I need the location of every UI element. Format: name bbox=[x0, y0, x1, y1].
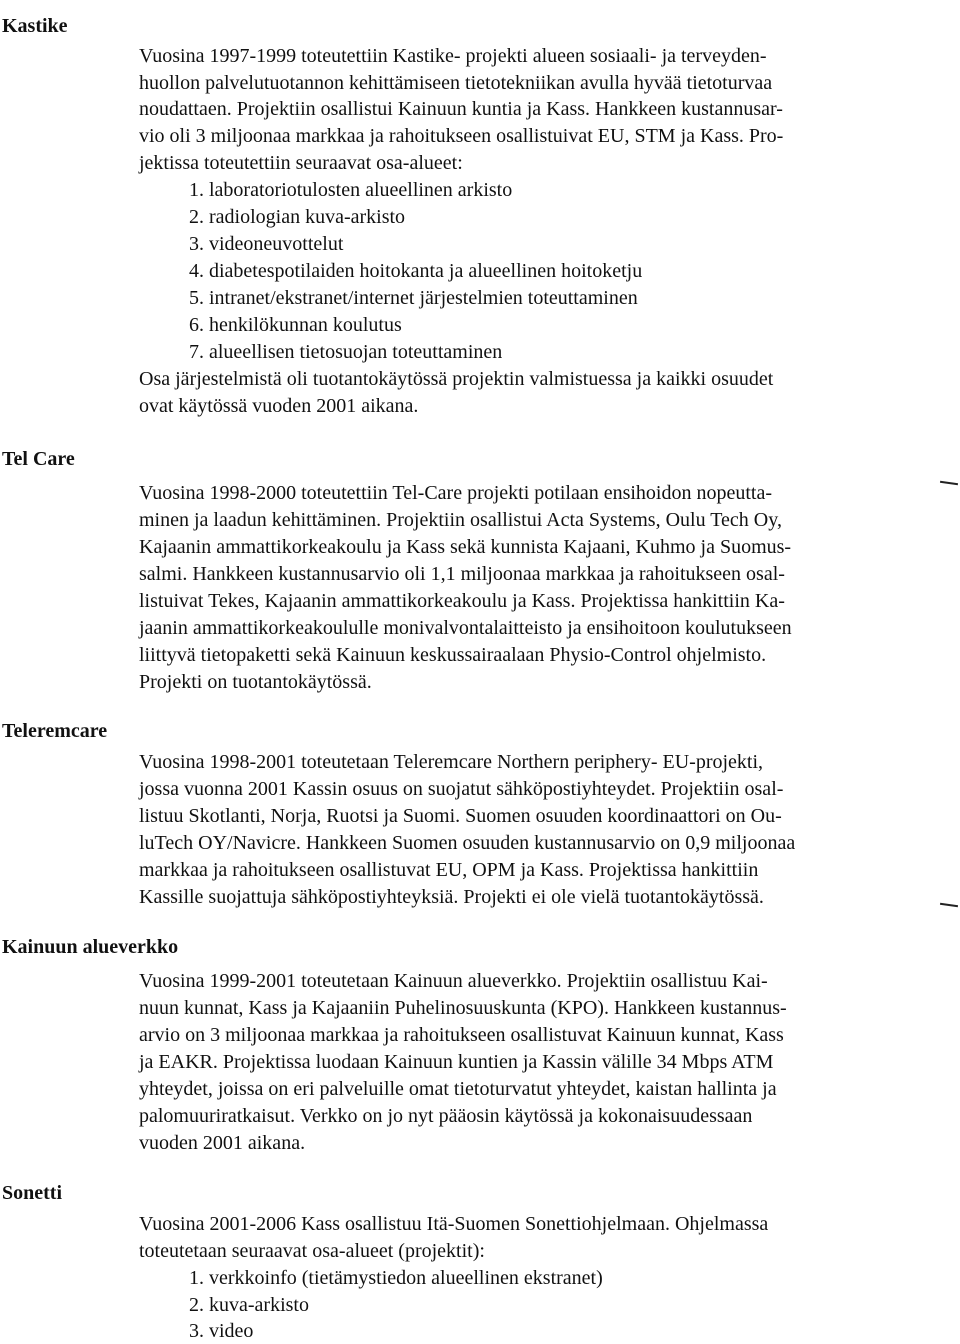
paragraph-line: markkaa ja rahoitukseen osallistuvat EU, OPM ja Kass. Projektissa hankittiin bbox=[139, 859, 759, 881]
list-item: 2. kuva-arkisto bbox=[189, 1294, 309, 1316]
paragraph-line: minen ja laadun kehittäminen. Projektiin osallistui Acta Systems, Oulu Tech Oy, bbox=[139, 509, 782, 531]
paragraph-line: yhteydet, joissa on eri palveluille omat tietoturvatut yhteydet, kaistan hallinta ja bbox=[139, 1078, 777, 1100]
list-item: 5. intranet/ekstranet/internet järjestelmien toteuttaminen bbox=[189, 287, 638, 309]
paragraph-line: luTech OY/Navicre. Hankkeen Suomen osuuden kustannusarvio on 0,9 miljoonaa bbox=[139, 832, 796, 854]
margin-mark bbox=[940, 903, 958, 907]
margin-mark bbox=[940, 481, 958, 485]
paragraph-line: Vuosina 2001-2006 Kass osallistuu Itä-Suomen Sonettiohjelmaan. Ohjelmassa bbox=[139, 1213, 769, 1235]
paragraph-line: Vuosina 1998-2000 toteutettiin Tel-Care projekti potilaan ensihoidon nopeutta- bbox=[139, 482, 773, 504]
paragraph-line: Projekti on tuotantokäytössä. bbox=[139, 671, 372, 693]
paragraph-line: vio oli 3 miljoonaa markkaa ja rahoitukseen osallistuivat EU, STM ja Kass. Pro- bbox=[139, 125, 784, 147]
paragraph-line: ja EAKR. Projektissa luodaan Kainuun kuntien ja Kassin välille 34 Mbps ATM bbox=[139, 1051, 774, 1073]
paragraph-line: toteutetaan seuraavat osa-alueet (projektit): bbox=[139, 1240, 485, 1262]
paragraph-line: nuun kunnat, Kass ja Kajaaniin Puhelinosuuskunta (KPO). Hankkeen kustannus- bbox=[139, 997, 787, 1019]
paragraph-line: huollon palvelutuotannon kehittämiseen tietotekniikan avulla hyvää tietoturvaa bbox=[139, 72, 773, 94]
paragraph-line: arvio on 3 miljoonaa markkaa ja rahoitukseen osallistuvat Kainuun kunnat, Kass bbox=[139, 1024, 784, 1046]
list-item: 1. verkkoinfo (tietämystiedon alueellinen ekstranet) bbox=[189, 1267, 603, 1289]
list-item: 3. video bbox=[189, 1320, 254, 1342]
paragraph-line: Vuosina 1998-2001 toteutetaan Teleremcare Northern periphery- EU-projekti, bbox=[139, 751, 764, 773]
section-title-kastike: Kastike bbox=[2, 15, 68, 37]
paragraph-line: liittyvä tietopaketti sekä Kainuun keskussairaalaan Physio-Control ohjelmisto. bbox=[139, 644, 767, 666]
paragraph-line: Kassille suojattuja sähköpostiyhteyksiä. Projekti ei ole vielä tuotantokäytössä. bbox=[139, 886, 764, 908]
list-item: 7. alueellisen tietosuojan toteuttaminen bbox=[189, 341, 503, 363]
paragraph-line: Vuosina 1997-1999 toteutettiin Kastike- projekti alueen sosiaali- ja terveyden- bbox=[139, 45, 767, 67]
paragraph-line: vuoden 2001 aikana. bbox=[139, 1132, 306, 1154]
paragraph-line: Osa järjestelmistä oli tuotantokäytössä projektin valmistuessa ja kaikki osuudet bbox=[139, 368, 774, 390]
list-item: 3. videoneuvottelut bbox=[189, 233, 344, 255]
paragraph-line: noudattaen. Projektiin osallistui Kainuun kuntia ja Kass. Hankkeen kustannusar- bbox=[139, 98, 783, 120]
list-item: 1. laboratoriotulosten alueellinen arkisto bbox=[189, 179, 513, 201]
paragraph-line: Vuosina 1999-2001 toteutetaan Kainuun alueverkko. Projektiin osallistuu Kai- bbox=[139, 970, 768, 992]
paragraph-line: jektissa toteutettiin seuraavat osa-alueet: bbox=[139, 152, 463, 174]
paragraph-line: palomuuriratkaisut. Verkko on jo nyt pääosin käytössä ja kokonaisuudessaan bbox=[139, 1105, 753, 1127]
paragraph-line: salmi. Hankkeen kustannusarvio oli 1,1 miljoonaa markkaa ja rahoitukseen osal- bbox=[139, 563, 785, 585]
paragraph-line: ovat käytössä vuoden 2001 aikana. bbox=[139, 395, 419, 417]
list-item: 2. radiologian kuva-arkisto bbox=[189, 206, 406, 228]
section-title-sonetti: Sonetti bbox=[2, 1182, 62, 1204]
section-title-tel-care: Tel Care bbox=[2, 448, 75, 470]
paragraph-line: Kajaanin ammattikorkeakoulu ja Kass sekä kunnista Kajaani, Kuhmo ja Suomus- bbox=[139, 536, 792, 558]
list-item: 6. henkilökunnan koulutus bbox=[189, 314, 402, 336]
section-title-teleremcare: Teleremcare bbox=[2, 720, 108, 742]
paragraph-line: jaanin ammattikorkeakoululle monivalvontalaitteisto ja ensihoitoon koulutukseen bbox=[139, 617, 792, 639]
section-title-kainuun-alueverkko: Kainuun alueverkko bbox=[2, 936, 179, 958]
paragraph-line: listuu Skotlanti, Norja, Ruotsi ja Suomi. Suomen osuuden koordinaattori on Ou- bbox=[139, 805, 782, 827]
paragraph-line: listuivat Tekes, Kajaanin ammattikorkeakoulu ja Kass. Projektissa hankittiin Ka- bbox=[139, 590, 785, 612]
paragraph-line: jossa vuonna 2001 Kassin osuus on suojatut sähköpostiyhteydet. Projektiin osal- bbox=[139, 778, 784, 800]
list-item: 4. diabetespotilaiden hoitokanta ja alueellinen hoitoketju bbox=[189, 260, 643, 282]
